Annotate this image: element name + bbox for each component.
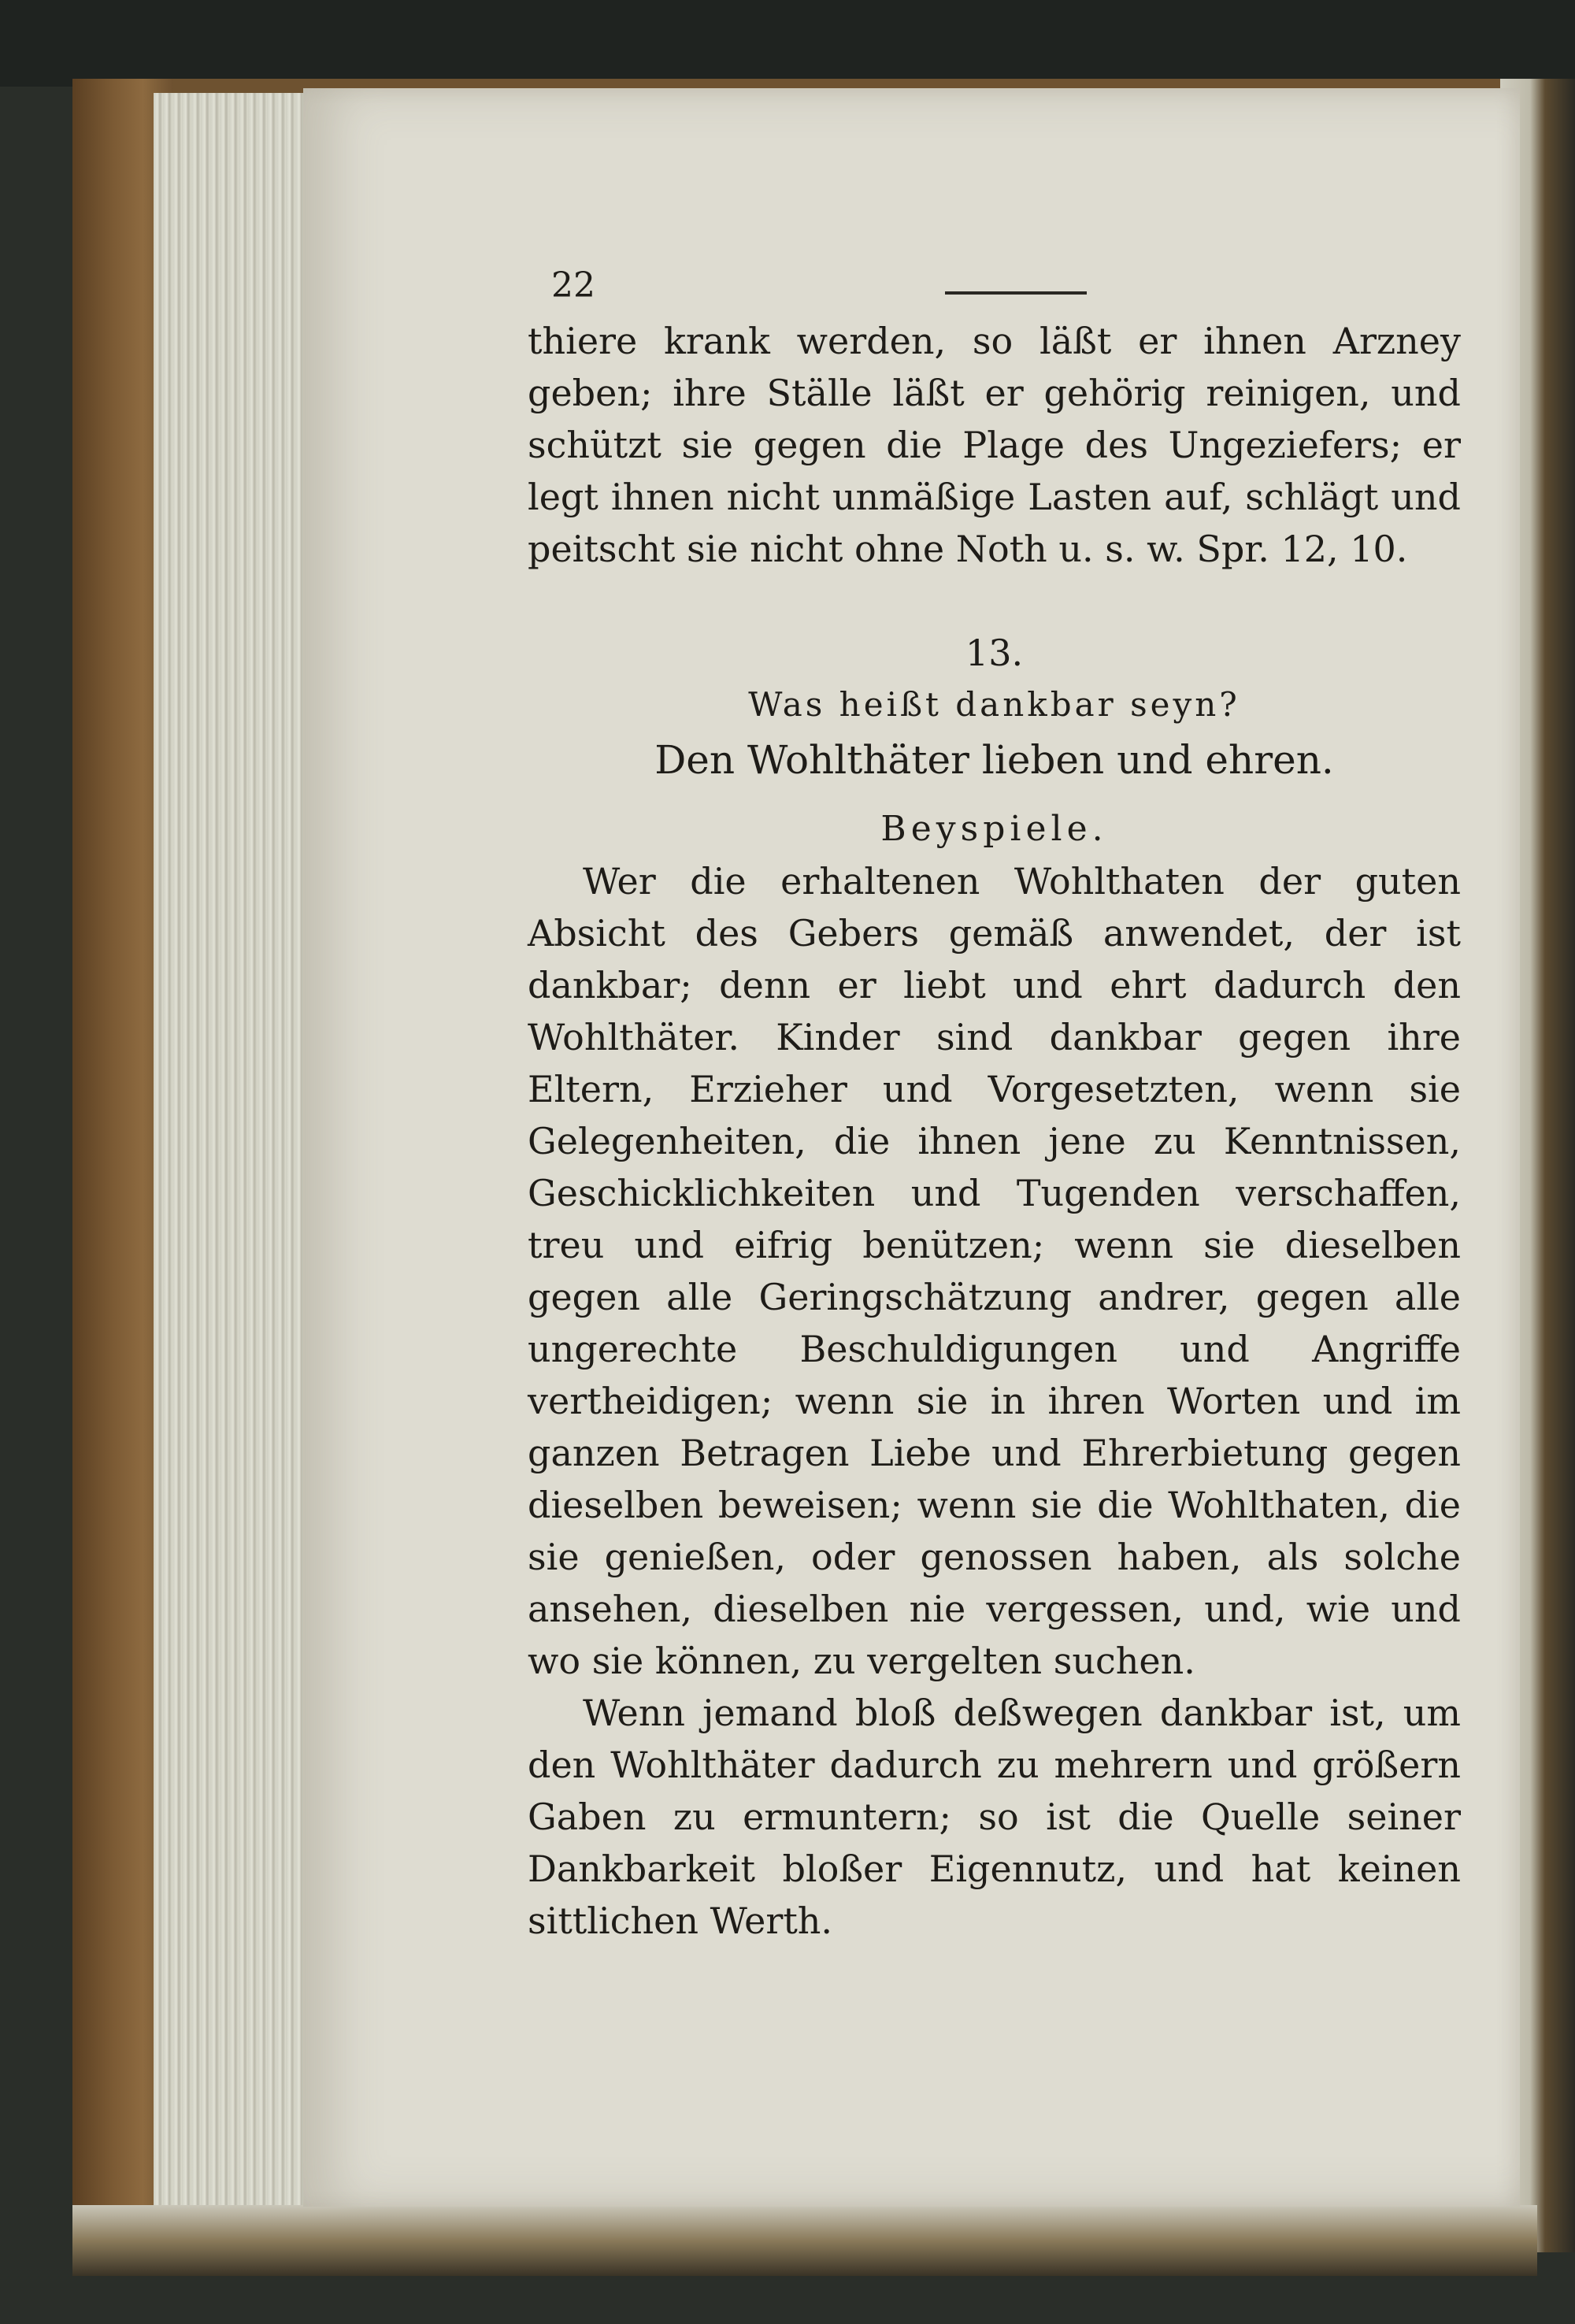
answer-line: Den Wohlthäter lieben und ehren. — [654, 737, 1334, 783]
intro-paragraph: thiere krank werden, so läßt er ihnen Arzney geben; ihre Ställe läßt er gehörig reinigen, und schützt sie gegen die Plage des Ungeziefers; er legt ihnen nicht unmäßige Lasten auf, schlägt und peitscht sie nicht ohne Noth u. s. w. Spr. 12, 10. — [528, 320, 1461, 570]
example-paragraph-2: Wenn jemand bloß deßwegen dankbar ist, um den Wohlthäter dadurch zu mehrern und größern Gaben zu ermuntern; so ist die Quelle seiner Dankbarkeit bloßer Eigennutz, und hat keinen sittlichen Werth. — [528, 1692, 1461, 1942]
page-stack-edge — [154, 93, 327, 2211]
header-rule — [945, 291, 1087, 295]
section-number: 13. — [965, 632, 1024, 674]
question-heading: Was heißt dankbar seyn? — [748, 685, 1240, 724]
page-header — [528, 260, 1461, 315]
bottom-edge — [72, 2205, 1537, 2276]
page-text-block — [528, 260, 1461, 1947]
example-paragraph-1: Wer die erhaltenen Wohlthaten der guten Absicht des Gebers gemäß anwendet, der ist dankbar; denn er liebt und ehrt dadurch den Wohlthäter. Kinder sind dankbar gegen ihre Eltern, Erzieher und Vorgesetzten, wenn sie Gelegenheiten, die ihnen jene zu Kenntnissen, Geschicklichkeiten und Tugenden verschaffen, treu und eifrig benützen; wenn sie dieselben gegen alle Geringschätzung andrer, gegen alle ungerechte Beschuldigungen und Angriffe vertheidigen; wenn sie in ihren Worten und im ganzen Betragen Liebe und Ehrerbietung gegen dieselben beweisen; wenn sie die Wohlthaten, die sie genießen, oder genossen haben, als solche ansehen, dieselben nie vergessen, und, wie und wo sie können, zu vergelten suchen. — [528, 860, 1461, 1682]
page-number: 22 — [551, 265, 595, 306]
examples-heading: Beyspiele. — [880, 809, 1108, 849]
backdrop — [0, 0, 1575, 87]
